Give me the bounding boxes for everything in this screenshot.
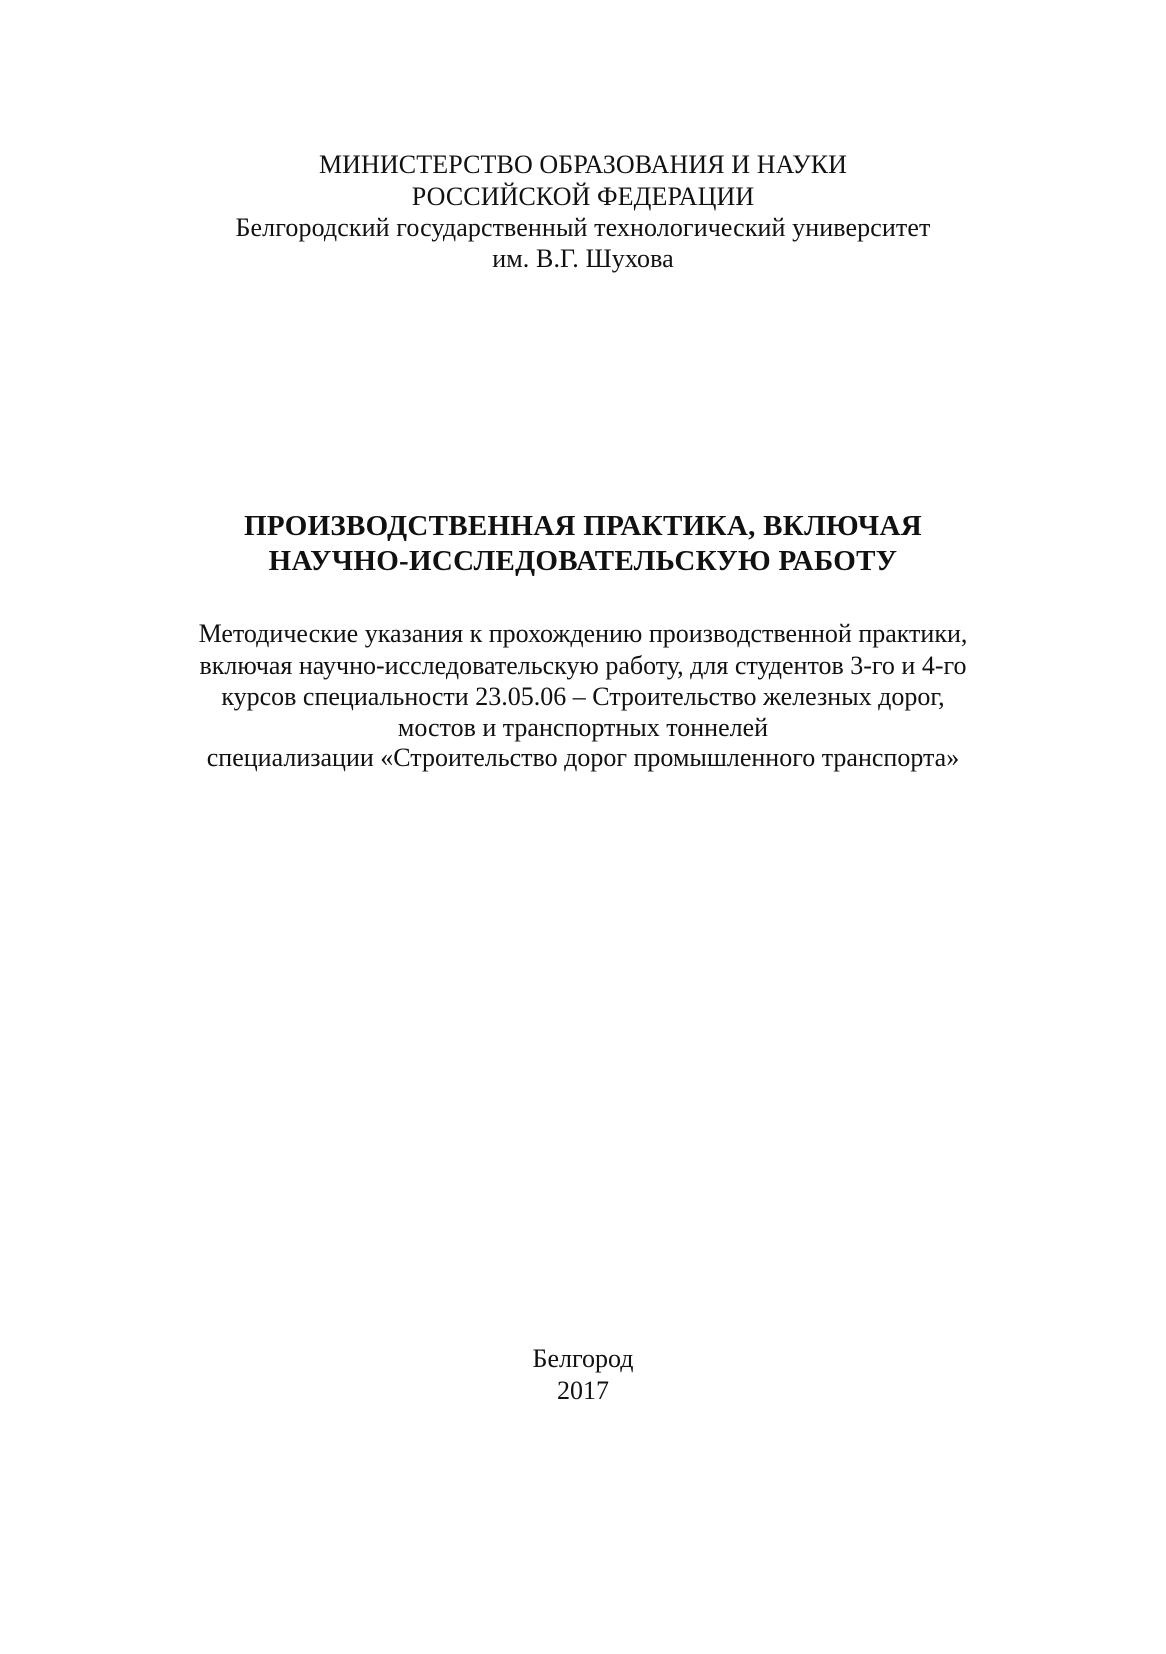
description-line-3: курсов специальности 23.05.06 – Строительство железных дорог,: [221, 682, 945, 711]
description-line-1: Методические указания к прохождению производственной практики,: [198, 619, 968, 648]
title-line-1: ПРОИЗВОДСТВЕННАЯ ПРАКТИКА, ВКЛЮЧАЯ: [244, 510, 922, 542]
ministry-line-2: РОССИЙСКОЙ ФЕДЕРАЦИИ: [411, 182, 755, 211]
description-line-2: включая научно-исследовательскую работу, для студентов 3-го и 4-го: [199, 651, 967, 680]
ministry-line-1: МИНИСТЕРСТВО ОБРАЗОВАНИЯ И НАУКИ: [318, 150, 848, 179]
imprint-year: 2017: [557, 1376, 609, 1405]
description-line-5: специализации «Строительство дорог промышленного транспорта»: [206, 743, 960, 772]
university-named-after: им. В.Г. Шухова: [492, 244, 674, 273]
description-line-4: мостов и транспортных тоннелей: [397, 713, 769, 742]
imprint-city: Белгород: [532, 1344, 634, 1373]
title-line-2: НАУЧНО-ИССЛЕДОВАТЕЛЬСКУЮ РАБОТУ: [268, 545, 898, 577]
university-name: Белгородский государственный технологический университет: [235, 213, 931, 242]
